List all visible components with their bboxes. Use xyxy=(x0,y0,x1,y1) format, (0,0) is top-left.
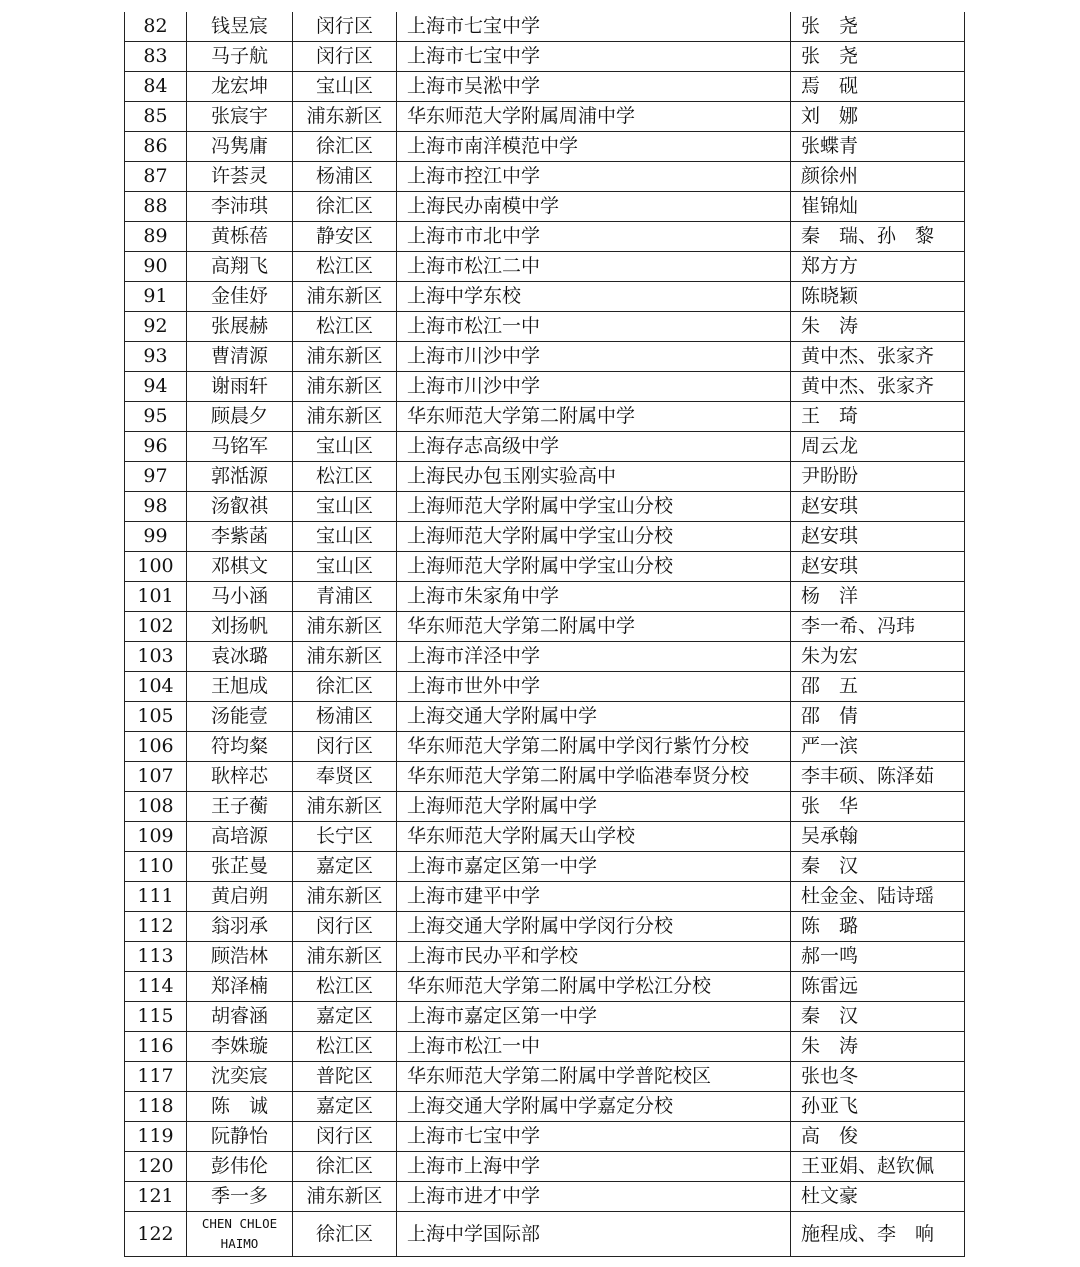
row-number: 106 xyxy=(125,732,187,762)
row-number: 119 xyxy=(125,1122,187,1152)
row-number: 112 xyxy=(125,912,187,942)
table-row xyxy=(125,852,965,882)
district: 浦东新区 xyxy=(293,1182,397,1212)
table-row xyxy=(125,1122,965,1152)
student-name: 黄栎蓓 xyxy=(187,222,293,252)
student-name: 王子蘅 xyxy=(187,792,293,822)
row-number: 84 xyxy=(125,72,187,102)
district: 青浦区 xyxy=(293,582,397,612)
student-name: 李沛琪 xyxy=(187,192,293,222)
table-row xyxy=(125,312,965,342)
teacher: 周云龙 xyxy=(791,432,965,462)
student-name: 李姝璇 xyxy=(187,1032,293,1062)
school: 上海交通大学附属中学 xyxy=(397,702,791,732)
row-number: 114 xyxy=(125,972,187,1002)
teacher: 崔锦灿 xyxy=(791,192,965,222)
teacher: 邵 倩 xyxy=(791,702,965,732)
row-number: 94 xyxy=(125,372,187,402)
teacher: 秦 瑞、孙 黎 xyxy=(791,222,965,252)
school: 华东师范大学第二附属中学松江分校 xyxy=(397,972,791,1002)
school: 上海师范大学附属中学 xyxy=(397,792,791,822)
teacher: 黄中杰、张家齐 xyxy=(791,372,965,402)
row-number: 108 xyxy=(125,792,187,822)
district: 浦东新区 xyxy=(293,612,397,642)
teacher: 刘 娜 xyxy=(791,102,965,132)
row-number: 90 xyxy=(125,252,187,282)
table-row xyxy=(125,102,965,132)
district: 杨浦区 xyxy=(293,162,397,192)
district: 长宁区 xyxy=(293,822,397,852)
student-name: 耿梓芯 xyxy=(187,762,293,792)
school: 上海市南洋模范中学 xyxy=(397,132,791,162)
row-number: 86 xyxy=(125,132,187,162)
table-row xyxy=(125,642,965,672)
district: 静安区 xyxy=(293,222,397,252)
teacher: 张蝶青 xyxy=(791,132,965,162)
district: 浦东新区 xyxy=(293,402,397,432)
district: 宝山区 xyxy=(293,492,397,522)
school: 上海交通大学附属中学嘉定分校 xyxy=(397,1092,791,1122)
row-number: 101 xyxy=(125,582,187,612)
row-number: 110 xyxy=(125,852,187,882)
school: 上海师范大学附属中学宝山分校 xyxy=(397,492,791,522)
school: 上海中学东校 xyxy=(397,282,791,312)
school: 上海市川沙中学 xyxy=(397,342,791,372)
school: 上海市川沙中学 xyxy=(397,372,791,402)
teacher: 杜文豪 xyxy=(791,1182,965,1212)
table-row xyxy=(125,1152,965,1182)
district: 松江区 xyxy=(293,312,397,342)
school: 上海市七宝中学 xyxy=(397,12,791,42)
teacher: 焉 砚 xyxy=(791,72,965,102)
teacher: 赵安琪 xyxy=(791,522,965,552)
teacher: 杨 洋 xyxy=(791,582,965,612)
row-number: 91 xyxy=(125,282,187,312)
row-number: 118 xyxy=(125,1092,187,1122)
teacher: 秦 汉 xyxy=(791,1002,965,1032)
student-name: 马小涵 xyxy=(187,582,293,612)
student-name: 汤叡祺 xyxy=(187,492,293,522)
school: 上海市吴淞中学 xyxy=(397,72,791,102)
school: 上海中学国际部 xyxy=(397,1212,791,1257)
table-row xyxy=(125,492,965,522)
student-name: 汤能壹 xyxy=(187,702,293,732)
district: 浦东新区 xyxy=(293,372,397,402)
row-number: 109 xyxy=(125,822,187,852)
school: 上海市洋泾中学 xyxy=(397,642,791,672)
row-number: 116 xyxy=(125,1032,187,1062)
table-row xyxy=(125,702,965,732)
award-list-table-container xyxy=(124,12,964,1257)
district: 浦东新区 xyxy=(293,642,397,672)
district: 闵行区 xyxy=(293,912,397,942)
district: 普陀区 xyxy=(293,1062,397,1092)
table-row xyxy=(125,552,965,582)
student-name: 陈 诚 xyxy=(187,1092,293,1122)
student-name: 顾晨夕 xyxy=(187,402,293,432)
row-number: 89 xyxy=(125,222,187,252)
district: 宝山区 xyxy=(293,432,397,462)
student-name: 袁冰璐 xyxy=(187,642,293,672)
table-row xyxy=(125,1002,965,1032)
teacher: 张 尧 xyxy=(791,42,965,72)
row-number: 83 xyxy=(125,42,187,72)
student-name: 沈奕宸 xyxy=(187,1062,293,1092)
student-name: 刘扬帆 xyxy=(187,612,293,642)
teacher: 孙亚飞 xyxy=(791,1092,965,1122)
row-number: 111 xyxy=(125,882,187,912)
teacher: 严一滨 xyxy=(791,732,965,762)
school: 华东师范大学附属周浦中学 xyxy=(397,102,791,132)
student-name: 冯隽庸 xyxy=(187,132,293,162)
district: 浦东新区 xyxy=(293,282,397,312)
district: 杨浦区 xyxy=(293,702,397,732)
school: 上海民办包玉刚实验高中 xyxy=(397,462,791,492)
student-name: 黄启朔 xyxy=(187,882,293,912)
district: 嘉定区 xyxy=(293,852,397,882)
row-number: 104 xyxy=(125,672,187,702)
table-row xyxy=(125,72,965,102)
teacher: 李一希、冯玮 xyxy=(791,612,965,642)
teacher: 陈 璐 xyxy=(791,912,965,942)
school: 上海市嘉定区第一中学 xyxy=(397,1002,791,1032)
student-name: 高培源 xyxy=(187,822,293,852)
student-name: 季一多 xyxy=(187,1182,293,1212)
table-row xyxy=(125,1212,965,1257)
district: 闵行区 xyxy=(293,12,397,42)
district: 宝山区 xyxy=(293,552,397,582)
table-row xyxy=(125,42,965,72)
row-number: 103 xyxy=(125,642,187,672)
student-name: 阮静怡 xyxy=(187,1122,293,1152)
school: 上海交通大学附属中学闵行分校 xyxy=(397,912,791,942)
teacher: 张 尧 xyxy=(791,12,965,42)
student-name: 翁羽承 xyxy=(187,912,293,942)
row-number: 121 xyxy=(125,1182,187,1212)
school: 上海民办南模中学 xyxy=(397,192,791,222)
table-row xyxy=(125,612,965,642)
row-number: 100 xyxy=(125,552,187,582)
teacher: 朱 涛 xyxy=(791,312,965,342)
district: 徐汇区 xyxy=(293,1152,397,1182)
student-name: 金佳妤 xyxy=(187,282,293,312)
school: 上海市进才中学 xyxy=(397,1182,791,1212)
student-name: 张展赫 xyxy=(187,312,293,342)
student-name: 顾浩林 xyxy=(187,942,293,972)
table-row xyxy=(125,192,965,222)
table-row xyxy=(125,342,965,372)
table-row xyxy=(125,432,965,462)
table-row xyxy=(125,822,965,852)
school: 上海市松江一中 xyxy=(397,312,791,342)
table-row xyxy=(125,132,965,162)
row-number: 95 xyxy=(125,402,187,432)
district: 松江区 xyxy=(293,462,397,492)
district: 徐汇区 xyxy=(293,192,397,222)
row-number: 107 xyxy=(125,762,187,792)
district: 宝山区 xyxy=(293,72,397,102)
teacher: 王 琦 xyxy=(791,402,965,432)
student-name: 邓棋文 xyxy=(187,552,293,582)
school: 上海市建平中学 xyxy=(397,882,791,912)
teacher: 赵安琪 xyxy=(791,492,965,522)
table-row xyxy=(125,762,965,792)
teacher: 陈雷远 xyxy=(791,972,965,1002)
school: 上海市松江二中 xyxy=(397,252,791,282)
table-row xyxy=(125,582,965,612)
row-number: 97 xyxy=(125,462,187,492)
teacher: 邵 五 xyxy=(791,672,965,702)
school: 上海市朱家角中学 xyxy=(397,582,791,612)
row-number: 99 xyxy=(125,522,187,552)
teacher: 高 俊 xyxy=(791,1122,965,1152)
district: 松江区 xyxy=(293,972,397,1002)
district: 松江区 xyxy=(293,252,397,282)
table-row xyxy=(125,462,965,492)
teacher: 郑方方 xyxy=(791,252,965,282)
school: 上海市松江一中 xyxy=(397,1032,791,1062)
row-number: 88 xyxy=(125,192,187,222)
district: 闵行区 xyxy=(293,732,397,762)
teacher: 颜徐州 xyxy=(791,162,965,192)
teacher: 张也冬 xyxy=(791,1062,965,1092)
school: 华东师范大学第二附属中学 xyxy=(397,612,791,642)
teacher: 施程成、李 响 xyxy=(791,1212,965,1257)
district: 徐汇区 xyxy=(293,672,397,702)
row-number: 102 xyxy=(125,612,187,642)
row-number: 105 xyxy=(125,702,187,732)
table-row xyxy=(125,1092,965,1122)
school: 上海市上海中学 xyxy=(397,1152,791,1182)
student-name: 谢雨轩 xyxy=(187,372,293,402)
school: 上海存志高级中学 xyxy=(397,432,791,462)
student-name: 张芷曼 xyxy=(187,852,293,882)
student-name: 马子航 xyxy=(187,42,293,72)
table-row xyxy=(125,912,965,942)
table-row xyxy=(125,942,965,972)
school: 上海市嘉定区第一中学 xyxy=(397,852,791,882)
student-name: CHEN CHLOE HAIMO xyxy=(187,1212,293,1257)
district: 浦东新区 xyxy=(293,792,397,822)
table-row xyxy=(125,162,965,192)
teacher: 黄中杰、张家齐 xyxy=(791,342,965,372)
student-name: 郭湉源 xyxy=(187,462,293,492)
student-name: 马铭军 xyxy=(187,432,293,462)
school: 上海市市北中学 xyxy=(397,222,791,252)
school: 上海市控江中学 xyxy=(397,162,791,192)
student-name: 彭伟伦 xyxy=(187,1152,293,1182)
row-number: 113 xyxy=(125,942,187,972)
table-body xyxy=(125,12,965,1257)
table-row xyxy=(125,222,965,252)
district: 浦东新区 xyxy=(293,942,397,972)
district: 浦东新区 xyxy=(293,342,397,372)
student-name: 王旭成 xyxy=(187,672,293,702)
school: 华东师范大学第二附属中学临港奉贤分校 xyxy=(397,762,791,792)
district: 闵行区 xyxy=(293,42,397,72)
district: 奉贤区 xyxy=(293,762,397,792)
school: 华东师范大学第二附属中学闵行紫竹分校 xyxy=(397,732,791,762)
teacher: 杜金金、陆诗瑶 xyxy=(791,882,965,912)
school: 上海市世外中学 xyxy=(397,672,791,702)
row-number: 98 xyxy=(125,492,187,522)
table-row xyxy=(125,252,965,282)
row-number: 117 xyxy=(125,1062,187,1092)
district: 闵行区 xyxy=(293,1122,397,1152)
teacher: 秦 汉 xyxy=(791,852,965,882)
student-name: 高翔飞 xyxy=(187,252,293,282)
student-name: 胡睿涵 xyxy=(187,1002,293,1032)
table-row xyxy=(125,522,965,552)
district: 嘉定区 xyxy=(293,1002,397,1032)
student-name: 张宸宇 xyxy=(187,102,293,132)
teacher: 郝一鸣 xyxy=(791,942,965,972)
school: 上海师范大学附属中学宝山分校 xyxy=(397,522,791,552)
table-row xyxy=(125,732,965,762)
school: 上海市民办平和学校 xyxy=(397,942,791,972)
row-number: 122 xyxy=(125,1212,187,1257)
district: 嘉定区 xyxy=(293,1092,397,1122)
teacher: 王亚娟、赵钦佩 xyxy=(791,1152,965,1182)
table-row xyxy=(125,882,965,912)
table-row xyxy=(125,12,965,42)
district: 浦东新区 xyxy=(293,102,397,132)
student-name: 曹清源 xyxy=(187,342,293,372)
row-number: 93 xyxy=(125,342,187,372)
table-row xyxy=(125,1182,965,1212)
table-row xyxy=(125,1032,965,1062)
teacher: 朱为宏 xyxy=(791,642,965,672)
teacher: 陈晓颖 xyxy=(791,282,965,312)
table-row xyxy=(125,1062,965,1092)
student-name: 钱昱宸 xyxy=(187,12,293,42)
teacher: 朱 涛 xyxy=(791,1032,965,1062)
row-number: 115 xyxy=(125,1002,187,1032)
teacher: 赵安琪 xyxy=(791,552,965,582)
school: 上海市七宝中学 xyxy=(397,1122,791,1152)
row-number: 87 xyxy=(125,162,187,192)
school: 华东师范大学第二附属中学 xyxy=(397,402,791,432)
table-row xyxy=(125,282,965,312)
table-row xyxy=(125,672,965,702)
district: 宝山区 xyxy=(293,522,397,552)
student-name: 许荟灵 xyxy=(187,162,293,192)
row-number: 96 xyxy=(125,432,187,462)
district: 松江区 xyxy=(293,1032,397,1062)
row-number: 120 xyxy=(125,1152,187,1182)
table-row xyxy=(125,402,965,432)
table-row xyxy=(125,372,965,402)
student-name: 符均粲 xyxy=(187,732,293,762)
school: 上海师范大学附属中学宝山分校 xyxy=(397,552,791,582)
district: 徐汇区 xyxy=(293,1212,397,1257)
teacher: 张 华 xyxy=(791,792,965,822)
teacher: 李丰硕、陈泽茹 xyxy=(791,762,965,792)
student-name: 龙宏坤 xyxy=(187,72,293,102)
student-name: 李紫菡 xyxy=(187,522,293,552)
row-number: 82 xyxy=(125,12,187,42)
table-row xyxy=(125,972,965,1002)
school: 华东师范大学附属天山学校 xyxy=(397,822,791,852)
row-number: 85 xyxy=(125,102,187,132)
student-name: 郑泽楠 xyxy=(187,972,293,1002)
teacher: 尹盼盼 xyxy=(791,462,965,492)
teacher: 吴承翰 xyxy=(791,822,965,852)
table-row xyxy=(125,792,965,822)
row-number: 92 xyxy=(125,312,187,342)
award-list-table xyxy=(124,12,965,1257)
school: 上海市七宝中学 xyxy=(397,42,791,72)
district: 徐汇区 xyxy=(293,132,397,162)
district: 浦东新区 xyxy=(293,882,397,912)
school: 华东师范大学第二附属中学普陀校区 xyxy=(397,1062,791,1092)
